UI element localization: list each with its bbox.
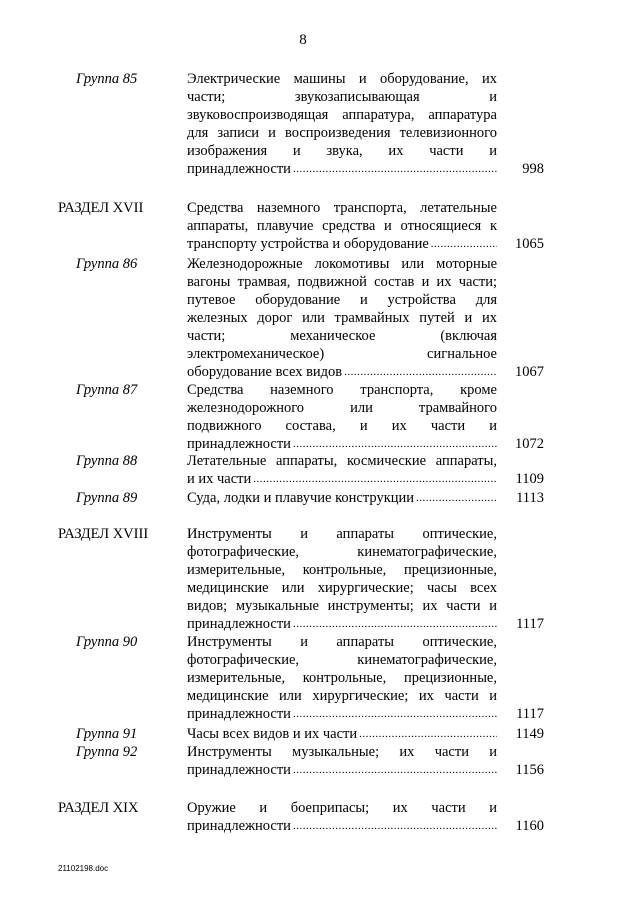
dot-leader — [293, 761, 497, 779]
group-label: Группа 88 — [76, 453, 138, 469]
description-line: измерительные, контрольные, прецизионные, — [187, 562, 497, 578]
entry-description — [187, 743, 497, 779]
description-last-line — [187, 160, 497, 178]
group-label: Группа 89 — [76, 490, 138, 506]
dot-leader — [416, 489, 497, 507]
page-ref: 998 — [522, 161, 544, 177]
description-line: Средства наземного транспорта, летательные — [187, 200, 497, 216]
entry-description — [187, 489, 497, 507]
description-last-line — [187, 435, 497, 453]
dot-leader — [359, 725, 497, 743]
description-line-text: принадлежности — [187, 436, 291, 452]
description-line-text: принадлежности — [187, 616, 291, 632]
dot-leader — [344, 363, 497, 381]
entry-description — [187, 199, 497, 253]
dot-leader — [293, 817, 497, 835]
group-label: Группа 92 — [76, 744, 138, 760]
description-line: фотографические, кинематографические, — [187, 544, 497, 560]
description-last-line — [187, 725, 497, 743]
description-line: Летательные аппараты, космические аппараты, — [187, 453, 497, 469]
entry-description — [187, 799, 497, 835]
group-label: Группа 85 — [76, 71, 138, 87]
section-label: РАЗДЕЛ XIX — [58, 800, 139, 816]
description-line: видов; музыкальные инструменты; их части и — [187, 598, 497, 614]
description-line: вагоны трамвая, подвижной состав и их части; — [187, 274, 497, 290]
description-line-text: транспорту устройства и оборудование — [187, 236, 429, 252]
description-last-line — [187, 705, 497, 723]
page-number: 8 — [299, 32, 307, 48]
description-line: Железнодорожные локомотивы или моторные — [187, 256, 497, 272]
page-ref: 1072 — [515, 436, 544, 452]
page-ref: 1117 — [516, 706, 544, 722]
file-name: 21102198.doc — [58, 864, 109, 873]
description-line: части; механическое (включая — [187, 328, 497, 344]
description-last-line — [187, 470, 497, 488]
description-line: аппараты, плавучие средства и относящиеся к — [187, 218, 497, 234]
page-ref: 1113 — [516, 490, 544, 506]
description-line: Инструменты музыкальные; их части и — [187, 744, 497, 760]
description-last-line — [187, 363, 497, 381]
description-last-line — [187, 761, 497, 779]
description-line: путевое оборудование и устройства для — [187, 292, 497, 308]
dot-leader — [431, 235, 497, 253]
description-line-text: принадлежности — [187, 762, 291, 778]
description-line-text: Часы всех видов и их части — [187, 726, 358, 742]
entry-description — [187, 255, 497, 381]
description-line: фотографические, кинематографические, — [187, 652, 497, 668]
entry-description — [187, 525, 497, 633]
dot-leader — [293, 435, 497, 453]
group-label: Группа 86 — [76, 256, 138, 272]
entry-description — [187, 381, 497, 453]
entry-description — [187, 70, 497, 178]
page-ref: 1149 — [515, 726, 544, 742]
description-line: звуковоспроизводящая аппаратура, аппаратура — [187, 107, 497, 123]
description-line: Средства наземного транспорта, кроме — [187, 382, 497, 398]
description-line-text: принадлежности — [187, 818, 291, 834]
description-line: железнодорожного или трамвайного — [187, 400, 497, 416]
description-line: Оружие и боеприпасы; их части и — [187, 800, 497, 816]
page-ref: 1067 — [515, 364, 544, 380]
description-line-text: Суда, лодки и плавучие конструкции — [187, 490, 415, 506]
description-last-line — [187, 489, 497, 507]
page-ref: 1109 — [515, 471, 544, 487]
description-last-line — [187, 235, 497, 253]
description-line: электромеханическое) сигнальное — [187, 346, 497, 362]
page-ref: 1065 — [515, 236, 544, 252]
page-ref: 1117 — [516, 616, 544, 632]
description-line: для записи и воспроизведения телевизионного — [187, 125, 497, 141]
description-line: железных дорог или трамвайных путей и их — [187, 310, 497, 326]
description-line-text: принадлежности — [187, 161, 291, 177]
description-last-line — [187, 615, 497, 633]
description-line-text: принадлежности — [187, 706, 291, 722]
description-line: медицинские или хирургические; их части и — [187, 688, 497, 704]
description-line-text: и их части — [187, 471, 252, 487]
section-label: РАЗДЕЛ XVIII — [58, 526, 149, 542]
description-last-line — [187, 817, 497, 835]
description-line: части; звукозаписывающая и — [187, 89, 497, 105]
dot-leader — [293, 705, 497, 723]
entry-description — [187, 725, 497, 743]
description-line: изображения и звука, их части и — [187, 143, 497, 159]
page-ref: 1160 — [515, 818, 544, 834]
description-line: подвижного состава, и их части и — [187, 418, 497, 434]
description-line: Инструменты и аппараты оптические, — [187, 634, 497, 650]
group-label: Группа 87 — [76, 382, 138, 398]
entry-description — [187, 452, 497, 488]
entry-description — [187, 633, 497, 723]
section-label: РАЗДЕЛ XVII — [58, 200, 144, 216]
dot-leader — [293, 615, 497, 633]
description-line: измерительные, контрольные, прецизионные, — [187, 670, 497, 686]
group-label: Группа 91 — [76, 726, 138, 742]
dot-leader — [253, 470, 497, 488]
description-line: медицинские или хирургические; часы всех — [187, 580, 497, 596]
group-label: Группа 90 — [76, 634, 138, 650]
description-line: Электрические машины и оборудование, их — [187, 71, 497, 87]
description-line: Инструменты и аппараты оптические, — [187, 526, 497, 542]
page-ref: 1156 — [515, 762, 544, 778]
description-line-text: оборудование всех видов — [187, 364, 343, 380]
dot-leader — [293, 160, 497, 178]
